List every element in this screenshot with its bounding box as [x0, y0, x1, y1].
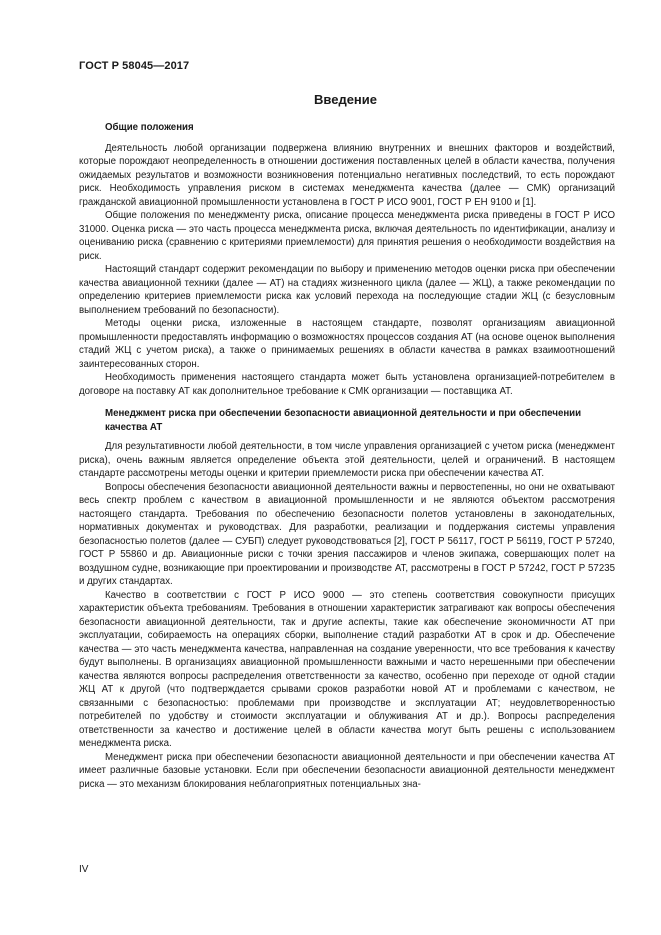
paragraph: Менеджмент риска при обеспечении безопасности авиационной деятельности и при обеспечении качества АТ имеет различные базовые установки. Если при обеспечении безопасности авиационной деятельности менеджмент риска — это механизм блокирования неблагоприятных потенциальных зна- [79, 751, 615, 790]
paragraph: Необходимость применения настоящего стандарта может быть установлена организацией-потребителем в договоре на поставку АТ как дополнительное требование к СМК организации — поставщика АТ. [79, 372, 615, 397]
paragraph: Для результативности любой деятельности, в том числе управления организацией с учетом риска (менеджмент риска), очень важным является определение объекта этой деятельности, целей и ограничений. В настоящем стандарте рассмотрены методы оценки и критерии приемлемости риска при обеспечении качества АТ. [79, 441, 615, 479]
paragraph: Общие положения по менеджменту риска, описание процесса менеджмента риска приведены в ГОСТ Р ИСО 31000. Оценка риска — это часть процесса менеджмента риска, включая деятельность по идентификации, анализу и оцениванию риска (сравнению с критериями приемлемости) для принятия решения о необходимости воздействия на риск. [79, 210, 615, 262]
section-heading-general: Общие положения [105, 122, 194, 133]
paragraph: Методы оценки риска, изложенные в настоящем стандарте, позволят организациям авиационной промышленности предоставлять информацию о возможностях процессов создания АТ (на основе оценок выполнения стадий ЖЦ с учетом риска), а также о принимаемых решениях в области качества в рамках взаимоотношений заинтересованных сторон. [79, 318, 615, 370]
document-body [79, 121, 615, 791]
paragraph: Качество в соответствии с ГОСТ Р ИСО 9000 — это степень соответствия совокупности присущих характеристик объекта требованиям. Требования в отношении характеристик затрагивают как вопросы обеспечения безопасности авиационной деятельности, так и другие аспекты, такие как обеспечение экономичности АТ при эксплуатации, собираемость на операциях сборки, выполнение стадий разработки АТ в срок и др. Обеспечение качества — это часть менеджмента качества, направленная на создание уверенности, что все требования к качеству будут выполнены. В организациях авиационной промышленности важными и часто нерешенными при обеспечении качества являются вопросы распределения ответственности за качество, особенно при переходе от одной стадии ЖЦ АТ к другой (что подтверждается срывами сроков разработки новой АТ и проблемами с качеством, не связанными с безопасностью: проблемами при производстве и эксплуатации АТ; неудовлетворенностью потребителей по удобству и стоимости эксплуатации и облуживания АТ и др.). Вопросы распределения ответственности за качество и достижение целей в области качества могут быть решены с использованием менеджмента риска. [79, 589, 615, 749]
page-number: IV [79, 864, 89, 875]
section-heading-risk-management: Менеджмент риска при обеспечении безопасности авиационной деятельности и при обеспечении качества АТ [105, 408, 582, 433]
paragraph: Деятельность любой организации подвержена влиянию внутренних и внешних факторов и воздействий, которые порождают неопределенность в отношении достижения поставленных целей в области качества, получения ожидаемых результатов и возможности возникновения потенциально негативных последствий, то есть порождают риск. Необходимость управления риском в системах менеджмента качества (далее — СМК) организаций гражданской авиационной промышленности установлена в ГОСТ Р ИСО 9001, ГОСТ Р ЕН 9100 и [1]. [79, 142, 615, 208]
paragraph: Вопросы обеспечения безопасности авиационной деятельности важны и первостепенны, но они не охватывают весь спектр проблем с качеством в авиационной промышленности и не являются объектом рассмотрения настоящего стандарта. Требования по обеспечению безопасности полетов установлены в законодательных, нормативных документах и руководствах. Для разработки, реализации и поддержания системы управления безопасностью полетов (далее — СУБП) следует руководствоваться [2], ГОСТ Р 56117, ГОСТ Р 56119, ГОСТ Р 57240, ГОСТ Р 55860 и др. Авиационные риски с точки зрения пассажиров и членов экипажа, совершающих полет на воздушном судне, возникающие при проектировании и производстве АТ, рассмотрены в ГОСТ Р 57242, ГОСТ Р 57235 и других стандартах. [79, 481, 615, 587]
paragraph: Настоящий стандарт содержит рекомендации по выбору и применению методов оценки риска при обеспечении качества авиационной техники (далее — АТ) на стадиях жизненного цикла (далее — ЖЦ), а также рекомендации по определению критериев приемлемости риска как условий перехода на последующие стадии ЖЦ (с безусловным выполнением требований по безопасности). [79, 264, 615, 316]
page-title: Введение [314, 92, 377, 107]
document-header: ГОСТ Р 58045—2017 [79, 60, 190, 72]
